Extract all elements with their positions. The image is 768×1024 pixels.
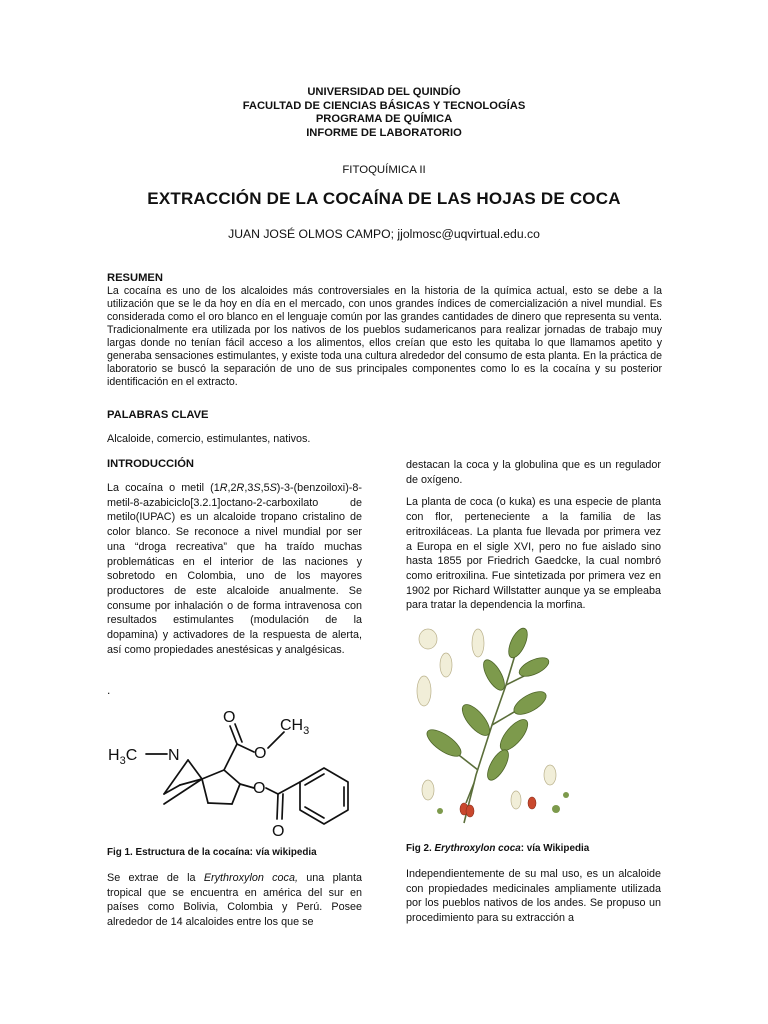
ring-bond-c6 [202, 779, 208, 803]
h3c-label: $H_3C$ [108, 747, 138, 767]
flower-detail-6 [544, 765, 556, 785]
flower-detail-2 [440, 653, 452, 677]
ester-o-bond-1 [237, 744, 254, 752]
benzene-double-3 [305, 807, 324, 818]
leaf-8 [483, 747, 512, 783]
leaf-5 [458, 700, 495, 739]
ester-bond [224, 744, 237, 770]
intro-paragraph-2: Se extrae de la Erythroxylon coca, una planta tropical que se encuentra en américa del sur en países como Bolivia, Colombia y Perú. Posee alrededor de 14 alcaloides entre los que se [107, 872, 363, 929]
author-line: JUAN JOSÉ OLMOS CAMPO; jjolmosc@uqvirtual.edu.co [228, 227, 540, 241]
figure-1-caption: Fig 1. Estructura de la cocaína: vía wikipedia [107, 847, 317, 858]
coca-berry-3 [528, 797, 536, 809]
intro-paragraph-3: destacan la coca y la globulina que es un regulador de oxígeno. [406, 459, 661, 486]
coca-plant-illustration [406, 625, 576, 825]
document-title: EXTRACCIÓN DE LA COCAÍNA DE LAS HOJAS DE COCA [147, 189, 621, 208]
abstract-heading: RESUMEN [107, 272, 163, 284]
intro-paragraph-4: La planta de coca (o kuka) es una especie de planta con flor, perteneciente a la familia de las eritroxiláceas. La planta fue llevada por primera vez a Europa en el sigle XVI, pero no fue aislado sino hasta 1855 por Friedrich Gaedcke, la cual nombró como eritroxilina. Fue sintetizada por primera vez en 1902 por Richard Willstatter aunque ya se empleaba para tratar la dependencia la morfina. [406, 496, 661, 612]
leaf-3 [479, 657, 508, 693]
document-header [0, 86, 768, 140]
left-column-top [107, 481, 362, 665]
ester-oxygen-label: O [254, 745, 267, 762]
intro-paragraph-1: La cocaína o metil (1R,2R,3S,5S)-3-(benzoiloxi)-8-metil-8-azabiciclo[3.2.1]octano-2-carboxilato de metilo(IUPAC) es un alcaloide tropano cristalino de color blanco. Se reconoce a nivel mundial por ser una “droga recreativa” que ha traído muchas problemáticas en el interior de las naciones y sobretodo en Colombia, uno de los mayores productores de este alcaloide anualmente. Se consume por inhalación o de forma intravenosa con resultados estimulantes (modulación de la dopamina) y activadores de la respuesta de alerta, así como propiedades anestésicas y analgésicas. [107, 482, 362, 656]
ch3-label: $CH_3$ [280, 717, 310, 737]
course-subject: FITOQUÍMICA II [342, 164, 426, 176]
flower-detail-5 [422, 780, 434, 800]
leaf-2 [517, 654, 552, 680]
cocaine-structure-diagram [106, 702, 366, 840]
ring-bond-c3 [224, 770, 240, 784]
right-column-top [406, 458, 661, 621]
keywords-heading: PALABRAS CLAVE [107, 409, 209, 421]
leaf-7 [423, 725, 465, 761]
n-bridge-bond-right [188, 760, 202, 779]
abstract-text: La cocaína es uno de los alcaloides más controversiales en la historia de la química actual, esto se debe a la utilización que se le da hoy en día en el mercado, con unos grandes índices de comercialización a nivel mundial. Es considerada como el oro blanco en el lenguaje común por las grandes cantidades de dinero que representa su venta. Tradicionalmente era utilizada por los nativos de los pueblos sudamericanos para realizar jornadas de trabajo muy largas donde no tenían fácil acceso a los alimentos, ellos creían que esto les quitaba lo que llamamos apetito y generaba sensaciones estimulantes, y existe toda una cultura alrededor del consumo de esta planta. En la práctica de laboratorio se buscó la separación de uno de sus principales componentes como lo es la cocaína y su posterior identificación en el extracto. [107, 285, 662, 388]
seed-detail-3 [437, 808, 443, 814]
figure-2-caption: Fig 2. Erythroxylon coca: vía Wikipedia [406, 843, 590, 854]
leaf-1 [505, 626, 531, 661]
flower-detail-7 [511, 791, 521, 809]
benzoate-o-bond-1 [240, 784, 254, 788]
introduction-heading: INTRODUCCIÓN [107, 458, 195, 470]
benzoate-carbonyl [277, 794, 278, 819]
benzoate-ring-bond [278, 782, 300, 794]
university-name: UNIVERSIDAD DEL QUINDÍO [307, 86, 461, 98]
right-column-bottom [406, 867, 661, 934]
flower-detail-1 [419, 629, 437, 649]
ester-o-bond-2 [268, 732, 284, 748]
benzene-ring [300, 768, 348, 824]
stray-period: . [107, 683, 111, 697]
nitrogen-label: N [168, 747, 180, 764]
benzoate-o-bond-2 [266, 788, 278, 794]
seed-detail-2 [563, 792, 569, 798]
ring-bond-c5 [208, 803, 232, 804]
intro-paragraph-5: Independientemente de su mal uso, es un alcaloide con propiedades medicinales ampliamente utilizada por los pueblos nativos de los andes. Se propuso un procedimiento para su extracción a [406, 868, 661, 925]
flower-detail-4 [472, 629, 484, 657]
benzoate-carbonyl-oxygen-label: O [272, 823, 285, 840]
leaf-4 [510, 687, 549, 719]
seed-detail-1 [552, 805, 560, 813]
ring-bond-c2 [202, 770, 224, 779]
program-name: PROGRAMA DE QUÍMICA [315, 113, 453, 126]
ring-bond-c4 [232, 784, 240, 804]
benzoate-carbonyl-2 [282, 794, 283, 819]
flower-detail-3 [417, 676, 431, 706]
benzoate-oxygen-label: O [253, 780, 266, 797]
carbonyl-oxygen-label: O [223, 709, 236, 726]
benzene-double-1 [305, 774, 324, 785]
faculty-name: FACULTAD DE CIENCIAS BÁSICAS Y TECNOLOGÍAS [242, 99, 526, 112]
keywords-text: Alcaloide, comercio, estimulantes, nativos. [107, 433, 311, 445]
left-column-bottom [107, 871, 362, 938]
coca-berry-2 [466, 805, 474, 817]
leaf-6 [496, 715, 533, 754]
n-bridge-bond-left [164, 760, 188, 794]
report-type: INFORME DE LABORATORIO [306, 126, 462, 139]
